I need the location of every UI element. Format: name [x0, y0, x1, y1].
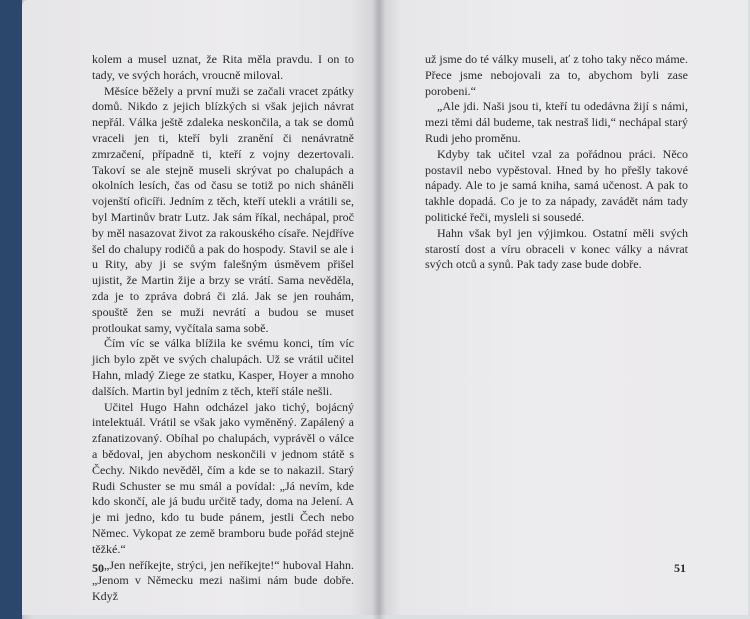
- right-page-text: [425, 52, 688, 273]
- paragraph: „Jen neříkejte, strýci, jen neříkejte!“ huboval Hahn. „Jenom v Německu mezi našimi nám bude dobře. Když: [92, 557, 354, 604]
- page-number-right: 51: [674, 561, 686, 575]
- page-number-left: 50: [92, 561, 104, 575]
- paragraph: Hahn však byl jen výjimkou. Ostatní měli svých starostí dost a víru obraceli v konec války a návrat svých otců a synů. Pak tady zase bude dobře.: [425, 225, 688, 272]
- book-cover-edge: [0, 0, 22, 619]
- book-gutter: [372, 0, 386, 619]
- paragraph: Kdyby tak učitel vzal za pořádnou práci. Něco postavil nebo vypěstoval. Hned by ho přešly takové nápady. Ale to je samá kniha, samá učenost. A pak to takhle dopadá. Co je to za nápady, zavádět nám tady politické řeči, mysleli si sousedé.: [425, 146, 688, 224]
- paragraph: „Ale jdi. Naši jsou ti, kteří tu odedávna žijí s námi, mezi těmi dál budeme, tak nestraš lidi,“ nechápal starý Rudi jeho proměnu.: [425, 99, 688, 145]
- left-page-text: [92, 52, 354, 605]
- paragraph: Měsíce běžely a první muži se začali vracet zpátky domů. Nikdo z jejich blízkých si však jejich návrat nepřál. Válka ještě zdaleka neskončila, a tak se domů vraceli jen ti, kteří byli zranění či nenávratně zmrzačení, případně ti, kteří z vojny dezertovali. Takoví se ale stejně museli skrývat po chalupách a okolních lesích, čas od času se totiž po nich sháněli vojenští oficíři. Jedním z těch, kteří utekli a vrátili se, byl Martinův bratr Lutz. Jak sám říkal, nechápal, proč by měl nasazovat život za rakouského císaře. Nejdříve šel do chalupy rodičů a pak do hospody. Stavil se ale i u Rity, aby ji se svým falešným úsměvem přišel ujistit, že Martin žije a brzy se vrátí. Sama nevěděla, zda je to zpráva dobrá či zlá. Jak se jen rouhám, spouště žen se muži nevrátí a budou se muset protloukat samy, vyčítala sama sobě.: [92, 83, 354, 335]
- paragraph: už jsme do té války museli, ať z toho taky něco máme. Přece jsme nebojovali za to, abychom byli zase porobeni.“: [425, 52, 688, 98]
- paragraph: kolem a musel uznat, že Rita měla pravdu. I on to tady, ve svých horách, vroucně miloval.: [92, 52, 354, 82]
- paragraph: Čím víc se válka blížila ke svému konci, tím víc jich bylo zpět ve svých chalupách. Už se vrátil učitel Hahn, mladý Ziege ze statku, Kasper, Hoyer a mnoho dalších. Martin byl jedním z těch, kteří stále nešli.: [92, 336, 354, 398]
- paragraph: Učitel Hugo Hahn odcházel jako tichý, bojácný intelektuál. Vrátil se však jako vyměněný. Zapálený a zfanatizovaný. Obíhal po chalupách, vyprávěl o válce a bědoval, jen abychom neskončili v jednom státě s Čechy. Nikdo nevěděl, čím a kde se to nakazil. Starý Rudi Schuster se mu smál a povídal: „Já nevím, kde kdo skončí, ale já budu určitě tady, doma na Jelení. A je mi jedno, kdo tu bude pánem, jestli Čech nebo Němec. Vykopat ze země bramboru bude pořád stejně těžké.“: [92, 399, 354, 556]
